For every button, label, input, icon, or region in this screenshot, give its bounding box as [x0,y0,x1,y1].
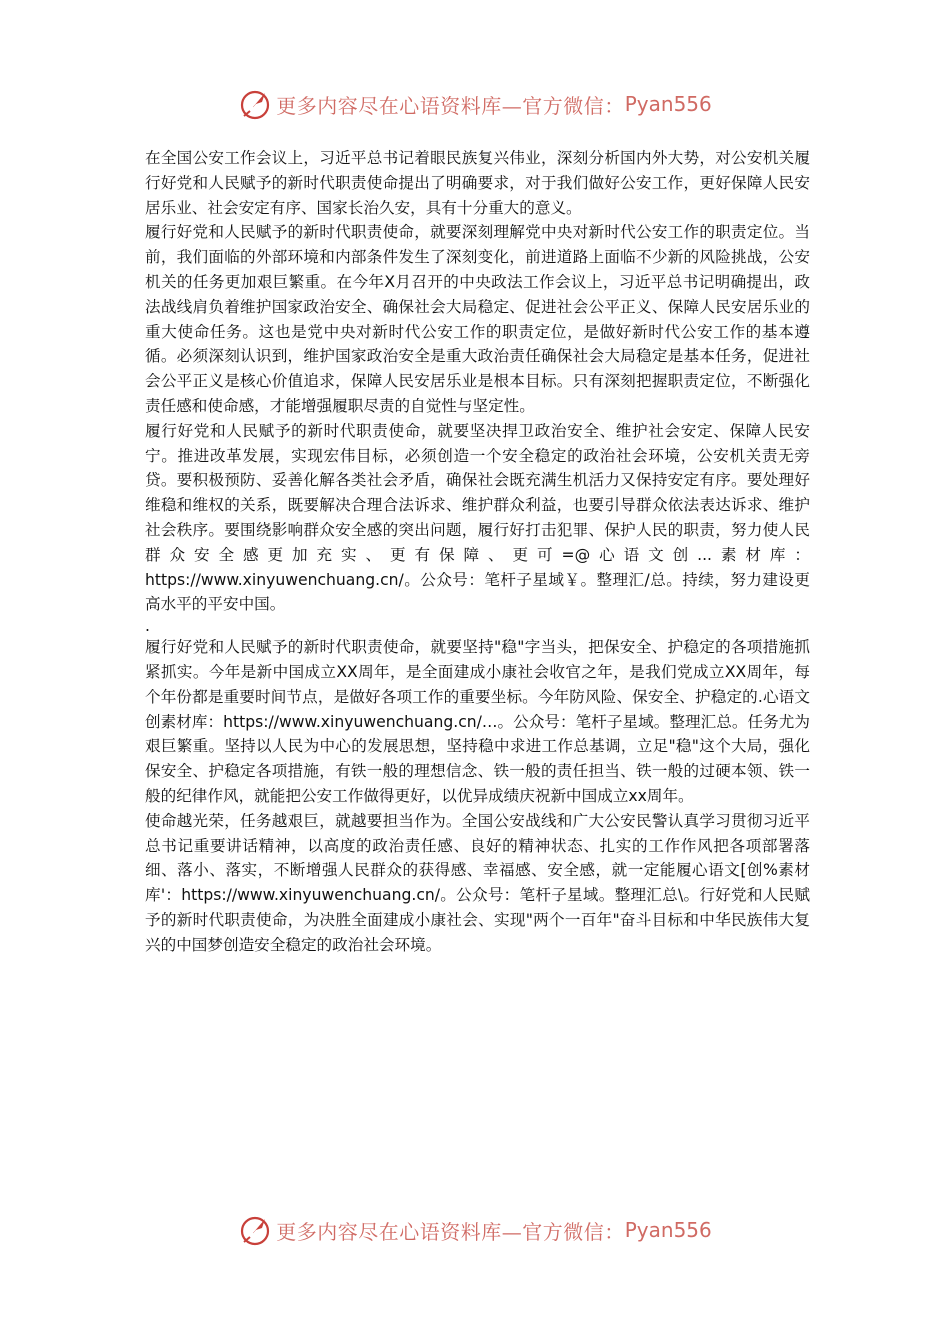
header-banner-handle: Pyan556 [624,92,712,116]
separator-dot: . [145,617,150,636]
paragraph-1: 在全国公安工作会议上，习近平总书记着眼民族复兴伟业，深刻分析国内外大势，对公安机关履行好党和人民赋予的新时代职责使命提出了明确要求，对于我们做好公安工作，更好保障人民安居乐业、社会安定有序、国家长治久安，具有十分重大的意义。 [145,149,810,217]
paragraph-4: 履行好党和人民赋予的新时代职责使命，就要坚持"稳"字当头，把保安全、护稳定的各项措施抓紧抓实。今年是新中国成立XX周年，是全面建成小康社会收官之年，是我们党成立XX周年，每个年份都是重要时间节点，是做好各项工作的重要坐标。今年防风险、保安全、护稳定的.心语文创素材库：https://www.xinyuwenchuang.cn/…。公众号：笔杆子星域。整理汇总。任务尤为艰巨繁重。坚持以人民为中心的发展思想，坚持稳中求进工作总基调，立足"稳"这个大局，强化保安全、护稳定各项措施，有铁一般的理想信念、铁一般的责任担当、铁一般的过硬本领、铁一般的纪律作风，就能把公安工作做得更好，以优异成绩庆祝新中国成立xx周年。 [145,638,810,805]
footer-banner [0,1208,950,1252]
paragraph-3: 履行好党和人民赋予的新时代职责使命，就要坚决捍卫政治安全、维护社会安定、保障人民安宁。推进改革发展，实现宏伟目标，必须创造一个安全稳定的政治社会环境，公安机关责无旁贷。要积极预防、妥善化解各类社会矛盾，确保社会既充满生机活力又保持安定有序。要处理好维稳和维权的关系，既要解决合理合法诉求、维护群众利益，也要引导群众依法表达诉求、维护社会秩序。要围绕影响群众安全感的突出问题，履行好打击犯罪、保护人民的职责，努力使人民群众安全感更加充实、更有保障、更可=@心语文创...素材库：https://www.xinyuwenchuang.cn/。公众号：笔杆子星域￥。整理汇/总。持续，努力建设更高水平的平安中国。 [145,421,810,614]
quill-pen-logo-icon [238,87,272,121]
header-banner-text: 更多内容尽在心语资料库—官方微信： [276,93,625,118]
paragraph-5: 使命越光荣，任务越艰巨，就越要担当作为。全国公安战线和广大公安民警认真学习贯彻习近平总书记重要讲话精神，以高度的政治责任感、良好的精神状态、扎实的工作作风把各项部署落细、落小、落实，不断增强人民群众的获得感、幸福感、安全感，就一定能履心语文[创%素材库'：https://www.xinyuwenchuang.cn/。公众号：笔杆子星域。整理汇总\。行好党和人民赋予的新时代职责使命，为决胜全面建成小康社会、实现"两个一百年"奋斗目标和中华民族伟大复兴的中国梦创造安全稳定的政治社会环境。 [145,811,810,954]
paragraph-2: 履行好党和人民赋予的新时代职责使命，就要深刻理解党中央对新时代公安工作的职责定位。当前，我们面临的外部环境和内部条件发生了深刻变化，前进道路上面临不少新的风险挑战，公安机关的任务更加艰巨繁重。在今年X月召开的中央政法工作会议上，习近平总书记明确提出，政法战线肩负着维护国家政治安全、确保社会大局稳定、促进社会公平正义、保障人民安居乐业的重大使命任务。这也是党中央对新时代公安工作的职责定位，是做好新时代公安工作的基本遵循。必须深刻认识到，维护国家政治安全是重大政治责任确保社会大局稳定是基本任务，促进社会公平正义是核心价值追求，保障人民安居乐业是根本目标。只有深刻把握职责定位，不断强化责任感和使命感，才能增强履职尽责的自觉性与坚定性。 [145,223,810,415]
quill-pen-logo-icon [238,1213,272,1247]
footer-banner-text: 更多内容尽在心语资料库—官方微信： [276,1219,625,1244]
document-body [145,146,810,958]
footer-banner-handle: Pyan556 [624,1218,712,1242]
header-banner [0,82,950,126]
